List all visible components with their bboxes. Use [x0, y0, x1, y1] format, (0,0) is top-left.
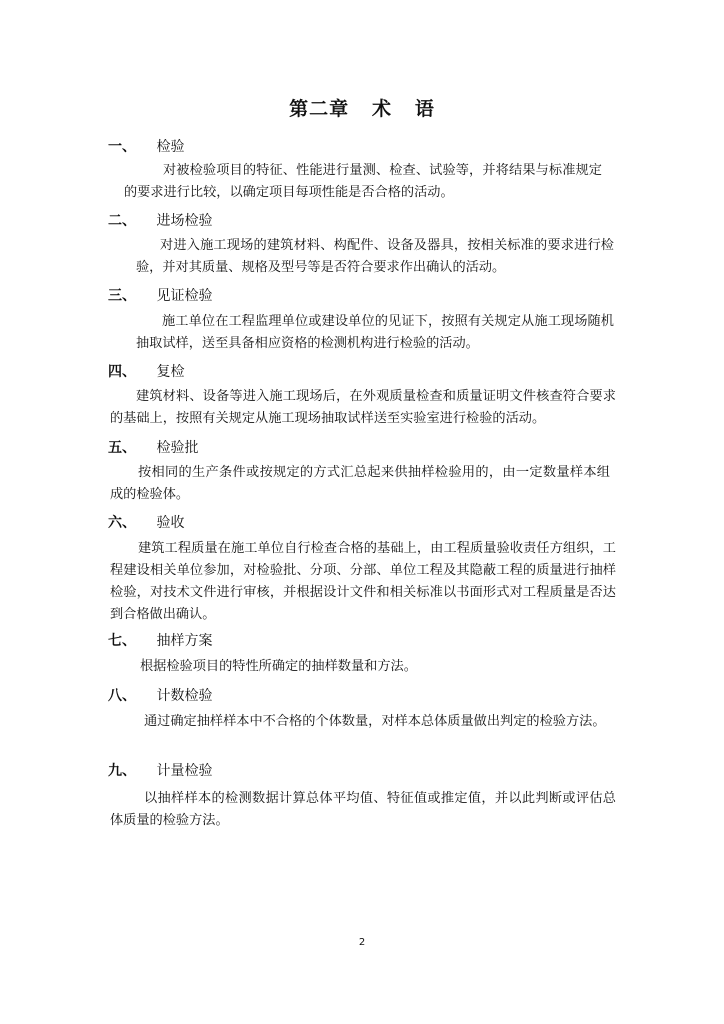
section-definition-5: 按相同的生产条件或按规定的方式汇总起来供抽样检验用的，由一定数量样本组成的检验体。	[110, 465, 610, 502]
section-term: 进场检验	[156, 213, 213, 229]
section-term: 复检	[156, 364, 185, 380]
section-definition-6: 建筑工程质量在施工单位自行检查合格的基础上，由工程质量验收责任方组织，工程建设相关单位参加，对检验批、分项、分部、单位工程及其隐蔽工程的质量进行抽样检验，对技术文件进行审核，并根据设计文件和相关标准以书面形式对工程质量是否达到合格做出确认。	[110, 541, 616, 622]
section-definition-3: 施工单位在工程监理单位或建设单位的见证下，按照有关规定从施工现场随机抽取试样，送至具备相应资格的检测机构进行检验的活动。	[136, 314, 614, 351]
section-term: 计数检验	[156, 688, 213, 704]
section-number: 五、	[108, 440, 136, 456]
section-heading-2	[108, 210, 212, 232]
section-term: 检验	[156, 139, 185, 155]
section-term: 抽样方案	[156, 633, 213, 649]
page-number: 2	[358, 937, 366, 948]
section-number: 七、	[108, 633, 136, 649]
section-number: 八、	[108, 688, 136, 704]
section-definition-9: 以抽样样本的检测数据计算总体平均值、特征值或推定值，并以此判断或评估总体质量的检验方法。	[110, 791, 616, 828]
section-heading-9	[108, 760, 212, 782]
section-definition-8: 通过确定抽样样本中不合格的个体数量，对样本总体质量做出判定的检验方法。	[144, 714, 606, 729]
section-heading-1	[108, 136, 184, 158]
section-heading-8	[108, 685, 212, 707]
chapter-title: 第二章 术 语	[289, 98, 435, 120]
section-definition-4: 建筑材料、设备等进入施工现场后，在外观质量检查和质量证明文件核查符合要求的基础上，按照有关规定从施工现场抽取试样送至实验室进行检验的活动。	[110, 389, 616, 426]
section-number: 一、	[108, 139, 136, 155]
section-number: 三、	[108, 288, 136, 304]
section-definition-7: 根据检验项目的特性所确定的抽样数量和方法。	[140, 659, 417, 674]
section-term: 见证检验	[156, 288, 213, 304]
section-heading-4	[108, 361, 184, 383]
section-heading-3	[108, 285, 212, 307]
section-number: 九、	[108, 763, 136, 779]
section-term: 计量检验	[156, 763, 213, 779]
section-number: 六、	[108, 515, 136, 531]
section-heading-5	[108, 437, 198, 459]
section-definition-1: 对被检验项目的特征、性能进行量测、检查、试验等，并将结果与标准规定的要求进行比较，以确定项目每项性能是否合格的活动。	[124, 163, 602, 200]
section-definition-2: 对进入施工现场的建筑材料、构配件、设备及器具，按相关标准的要求进行检验，并对其质量、规格及型号等是否符合要求作出确认的活动。	[136, 238, 614, 275]
section-term: 验收	[156, 515, 185, 531]
section-number: 四、	[108, 364, 136, 380]
section-heading-6	[108, 512, 184, 534]
section-number: 二、	[108, 213, 136, 229]
section-heading-7	[108, 630, 212, 652]
section-term: 检验批	[156, 440, 199, 456]
